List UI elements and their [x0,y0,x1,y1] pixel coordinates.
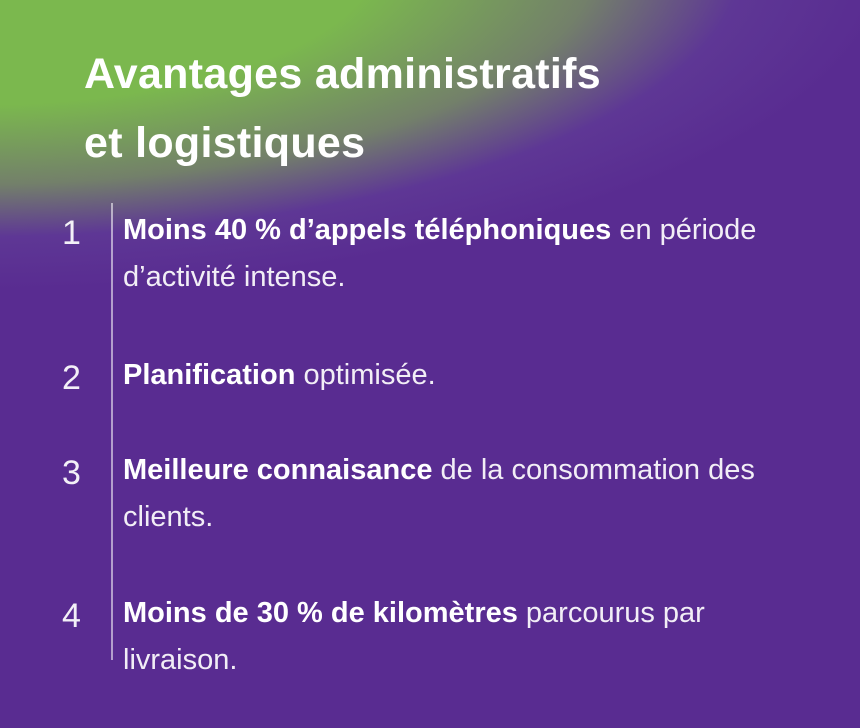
item-text-rest: optimisée. [295,359,436,391]
item-text-bold: Moins de 30 % de kilomètres [123,597,518,629]
item-text-bold: Meilleure connaisance [123,454,433,486]
list-item [58,352,783,402]
title-line-1: Avantages administratifs [84,50,601,98]
item-text [123,447,783,541]
item-number: 4 [62,597,81,635]
page-title [84,40,601,178]
title-line-2: et logistiques [84,119,366,167]
item-number: 1 [62,214,81,252]
list-item [58,447,783,541]
item-text [123,590,783,684]
list-item [58,207,783,301]
list-item [58,590,783,684]
item-number: 3 [62,454,81,492]
item-text-bold: Planification [123,359,296,391]
item-text [123,207,783,301]
item-text-rest: parcourus par livraison. [123,597,705,676]
item-text-bold: Moins 40 % d’appels téléphoniques [123,214,612,246]
item-text-rest: en période d’activité intense. [123,214,757,293]
item-text-rest: de la consommation des clients. [123,454,755,533]
item-text [123,352,783,399]
item-number: 2 [62,359,81,397]
